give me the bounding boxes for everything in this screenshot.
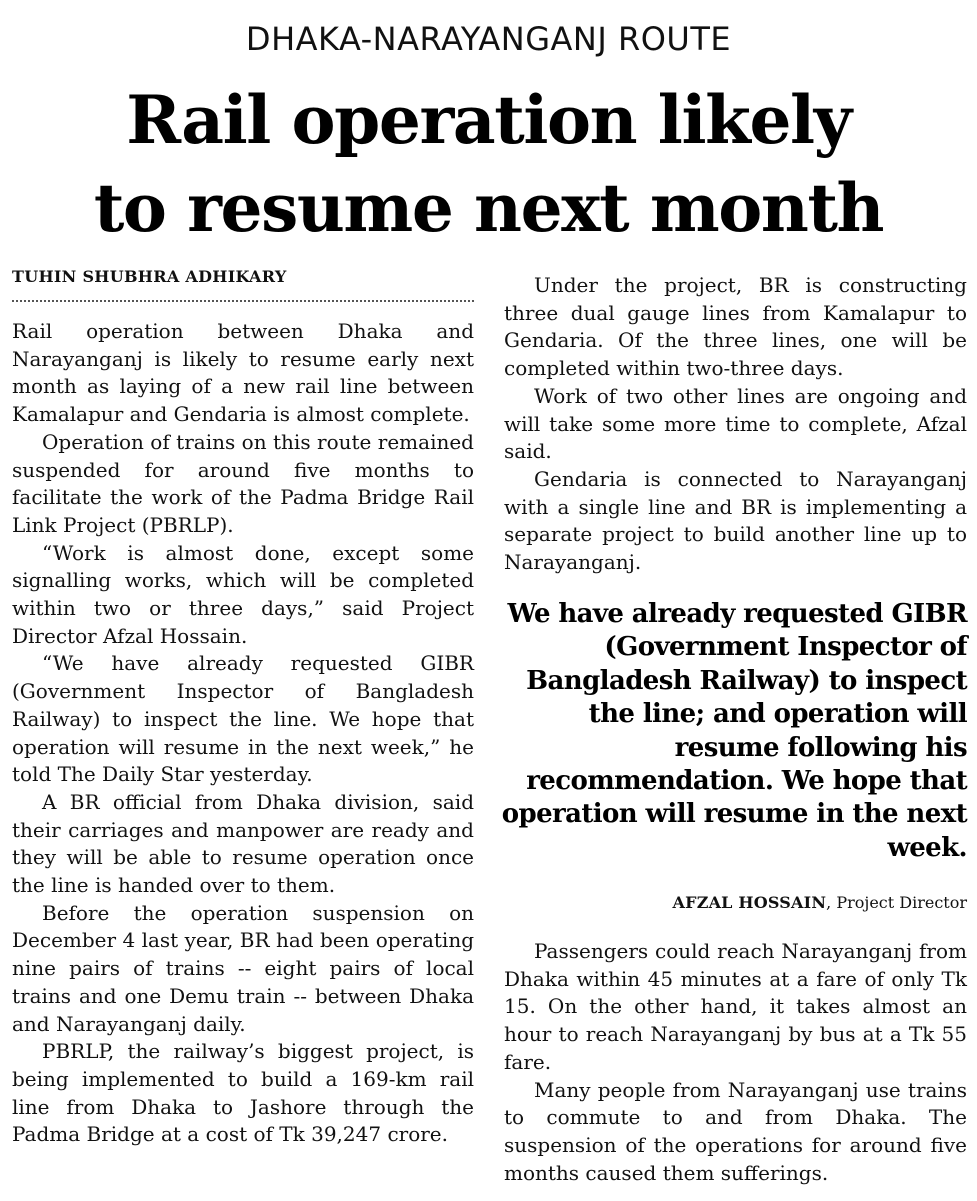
paragraph: “We have already requested GIBR (Government Inspector of Bangladesh Railway) to inspect the line. We hope that operation will resume in the next week,” he told The Daily Star yesterday.: [12, 651, 474, 787]
headline-line-1: Rail operation likely: [126, 81, 851, 159]
headline-line-2: to resume next month: [93, 169, 884, 247]
right-column-bottom: [504, 938, 967, 1187]
paragraph: A BR official from Dhaka division, said their carriages and manpower are ready and they will be able to resume operation once the line is handed over to them.: [12, 789, 474, 898]
byline: TUHIN SHUBHRA ADHIKARY: [12, 267, 287, 286]
paragraph: Gendaria is connected to Narayanganj with a single line and BR is implementing a separate project to build another line up to Narayanganj.: [504, 466, 967, 575]
byline-divider: [12, 300, 474, 302]
pull-quote: We have already requested GIBR (Government Inspector of Bangladesh Railway) to inspect the line; and operation will resume following his recommendation. We hope that operation will resume in the next week.: [501, 599, 967, 863]
paragraph: Many people from Narayanganj use trains to commute to and from Dhaka. The suspension of the operations for around five months caused them sufferings.: [504, 1077, 967, 1185]
paragraph: Under the project, BR is constructing three dual gauge lines from Kamalapur to Gendaria. Of the three lines, one will be completed within two-three days.: [504, 273, 967, 381]
paragraph: Operation of trains on this route remained suspended for around five months to facilitate the work of the Padma Bridge Rail Link Project (PBRLP).: [12, 429, 474, 537]
attribution-role: , Project Director: [826, 893, 967, 912]
headline: [0, 76, 977, 252]
paragraph: “Work is almost done, except some signalling works, which will be completed within two or three days,” said Project Director Afzal Hossain.: [12, 540, 474, 648]
paragraph: Before the operation suspension on December 4 last year, BR had been operating nine pairs of trains -- eight pairs of local trains and one Demu train -- between Dhaka and Narayanganj daily.: [12, 900, 474, 1036]
left-column: [12, 318, 474, 1149]
attribution-name: AFZAL HOSSAIN: [672, 893, 827, 912]
right-column-top: [504, 272, 967, 577]
paragraph: PBRLP, the railway’s biggest project, is being implemented to build a 169-km rail line from Dhaka to Jashore through the Padma Bridge at a cost of Tk 39,247 crore.: [12, 1039, 474, 1147]
paragraph: Passengers could reach Narayanganj from Dhaka within 45 minutes at a fare of only Tk 15. On the other hand, it takes almost an hour to reach Narayanganj by bus at a Tk 55 fare.: [504, 939, 967, 1074]
route-kicker: DHAKA-NARAYANGANJ ROUTE: [245, 20, 732, 58]
quote-attribution: [504, 893, 967, 912]
paragraph: Work of two other lines are ongoing and will take some more time to complete, Afzal said.: [504, 383, 967, 464]
paragraph: Rail operation between Dhaka and Narayanganj is likely to resume early next month as laying of a new rail line between Kamalapur and Gendaria is almost complete.: [12, 319, 474, 427]
